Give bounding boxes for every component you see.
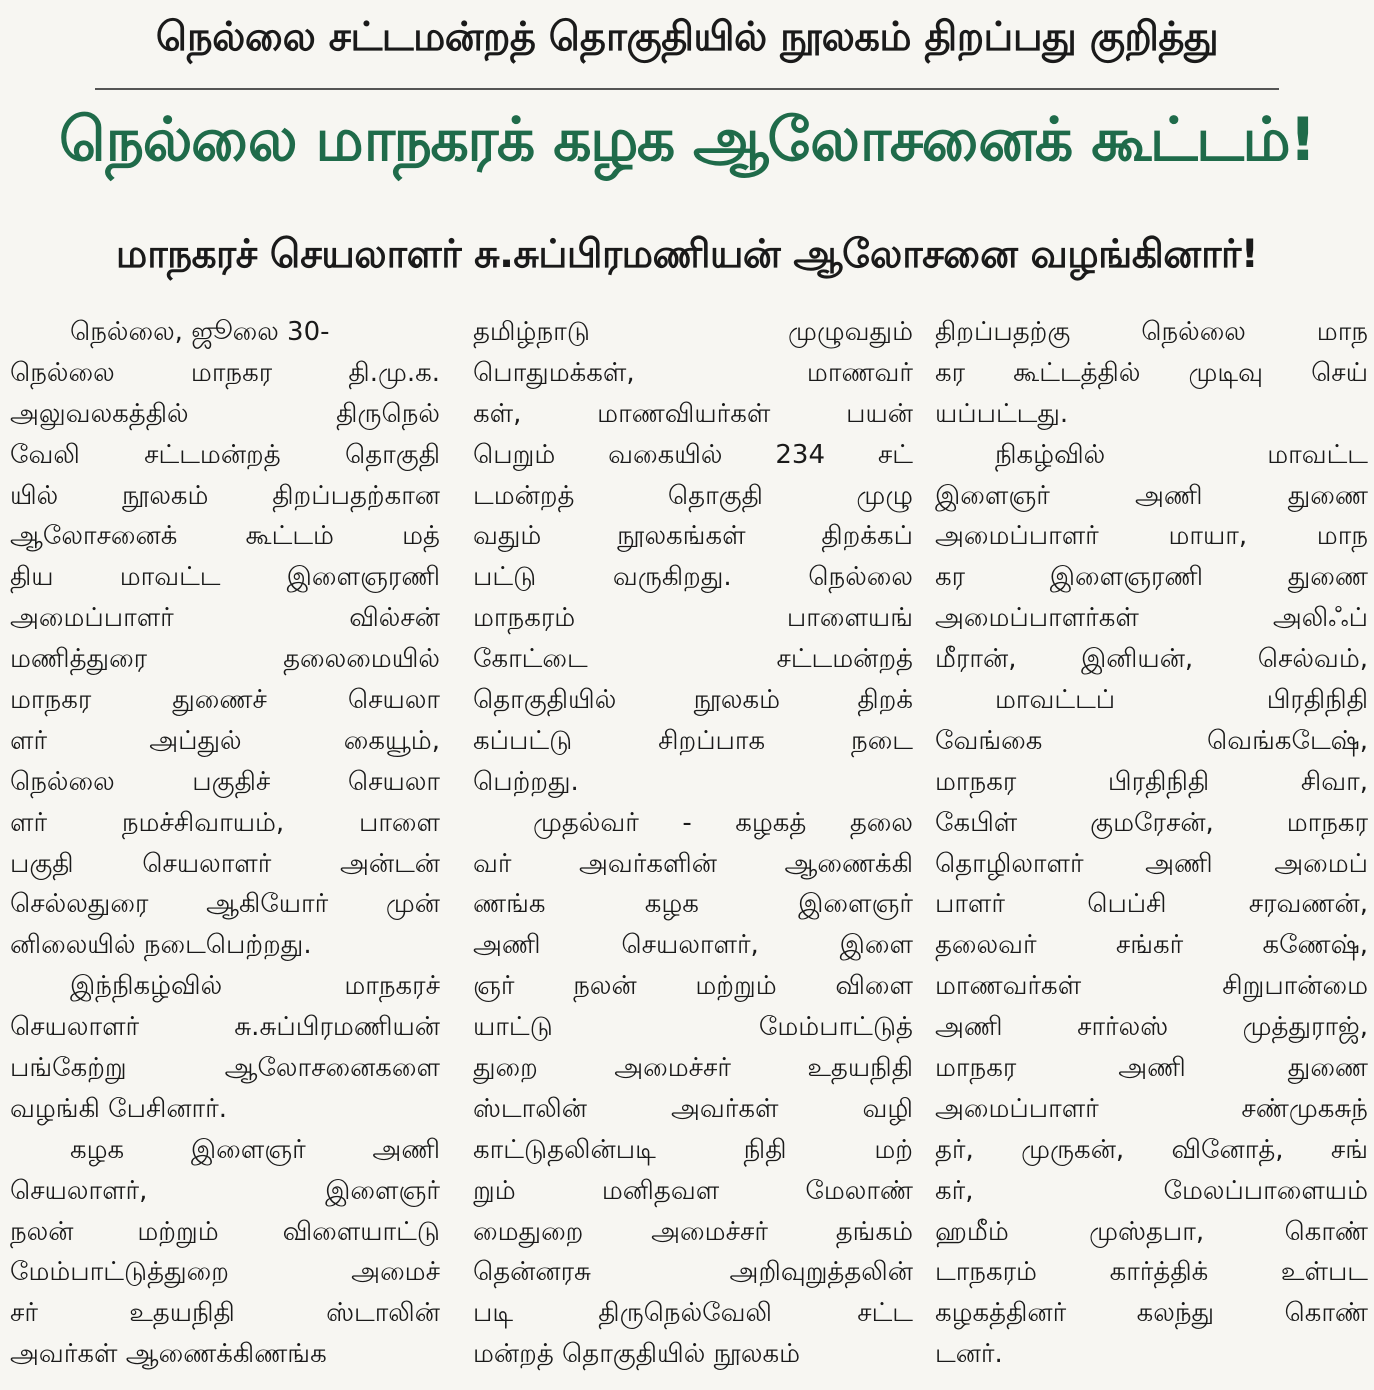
article-line: அலுவலகத்தில் திருநெல் bbox=[10, 398, 440, 429]
headline: நெல்லை மாநகரக் கழக ஆலோசனைக் கூட்டம்! bbox=[58, 105, 1316, 175]
article-line: நலன் மற்றும் விளையாட்டு bbox=[10, 1216, 440, 1247]
article-line: பாளர் பெப்சி சரவணன், bbox=[935, 889, 1368, 920]
article-line: தொழிலாளர் அணி அமைப் bbox=[935, 848, 1368, 879]
article-line: அணி சார்லஸ் முத்துராஜ், bbox=[935, 1012, 1368, 1043]
article-line: முதல்வர் - கழகத் தலை bbox=[533, 807, 913, 838]
article-line: கர இளைஞரணி துணை bbox=[935, 562, 1368, 593]
article-line: படி திருநெல்வேலி சட்ட bbox=[473, 1298, 913, 1329]
article-line: தொகுதியில் நூலகம் திறக் bbox=[473, 685, 913, 716]
article-line: பொதுமக்கள், மாணவர் bbox=[473, 357, 913, 388]
article-line: தலைவர் சங்கர் கணேஷ், bbox=[935, 930, 1368, 961]
article-line: மைதுறை அமைச்சர் தங்கம் bbox=[473, 1216, 913, 1247]
article-line: டாநகரம் கார்த்திக் உள்பட bbox=[935, 1257, 1368, 1288]
article-line: பட்டு வருகிறது. நெல்லை bbox=[473, 562, 913, 593]
article-line: மணித்துரை தலைமையில் bbox=[10, 644, 440, 675]
article-line: துறை அமைச்சர் உதயநிதி bbox=[473, 1053, 913, 1084]
article-line: கப்பட்டு சிறப்பாக நடை bbox=[473, 725, 913, 756]
article-line: ளர் நமச்சிவாயம், பாளை bbox=[10, 807, 440, 838]
article-line: மாநகரம் பாளையங் bbox=[473, 603, 913, 634]
article-line: நெல்லை பகுதிச் செயலா bbox=[10, 766, 440, 797]
article-line: சர் உதயநிதி ஸ்டாலின் bbox=[10, 1298, 440, 1329]
article-line: றும் மனிதவள மேலாண் bbox=[473, 1175, 913, 1206]
article-line: தமிழ்நாடு முழுவதும் bbox=[473, 317, 913, 347]
article-line: இளைஞர் அணி துணை bbox=[935, 480, 1368, 511]
article-line: டனர். bbox=[935, 1339, 1003, 1370]
article-line: தென்னரசு அறிவுறுத்தலின் bbox=[473, 1257, 913, 1288]
article-line: செல்லதுரை ஆகியோர் முன் bbox=[10, 889, 440, 920]
article-line: நிகழ்வில் மாவட்ட bbox=[995, 439, 1368, 470]
article-line: தர், முருகன், வினோத், சங் bbox=[935, 1134, 1368, 1165]
article-line: கோட்டை சட்டமன்றத் bbox=[473, 644, 913, 675]
article-line: கர், மேலப்பாளையம் bbox=[935, 1175, 1368, 1206]
article-line: அமைப்பாளர்கள் அலிஃப் bbox=[935, 603, 1368, 634]
kicker-rule bbox=[95, 88, 1279, 90]
article-line: வதும் நூலகங்கள் திறக்கப் bbox=[473, 521, 913, 552]
article-line: இந்நிகழ்வில் மாநகரச் bbox=[70, 971, 440, 1002]
article-line: யாட்டு மேம்பாட்டுத் bbox=[473, 1012, 913, 1043]
article-line: பெற்றது. bbox=[473, 766, 579, 797]
article-column-1 bbox=[10, 312, 440, 1382]
article-line: அமைப்பாளர் சண்முகசுந் bbox=[935, 1093, 1368, 1124]
article-column-2 bbox=[473, 312, 913, 1382]
article-line: பகுதி செயலாளர் அன்டன் bbox=[10, 848, 440, 879]
article-line: கழகத்தினர் கலந்து கொண் bbox=[935, 1298, 1368, 1329]
article-line: வேலி சட்டமன்றத் தொகுதி bbox=[10, 439, 440, 470]
article-line: அமைப்பாளர் மாயா, மாந bbox=[935, 521, 1368, 552]
article-line: ஹமீம் முஸ்தபா, கொண் bbox=[935, 1216, 1368, 1247]
article-line: வர் அவர்களின் ஆணைக்கி bbox=[473, 848, 913, 879]
article-line: யில் நூலகம் திறப்பதற்கான bbox=[10, 480, 440, 511]
article-line: ணங்க கழக இளைஞர் bbox=[473, 889, 913, 920]
article-line: திய மாவட்ட இளைஞரணி bbox=[10, 562, 440, 593]
article-line: நெல்லை மாநகர தி.மு.க. bbox=[10, 357, 440, 388]
article-line: அணி செயலாளர், இளை bbox=[473, 930, 913, 961]
article-line: பெறும் வகையில் 234 சட் bbox=[473, 439, 913, 470]
article-line: ளர் அப்துல் கையூம், bbox=[10, 725, 440, 756]
article-line: காட்டுதலின்படி நிதி மற் bbox=[473, 1134, 913, 1165]
article-line: மேம்பாட்டுத்துறை அமைச் bbox=[10, 1257, 440, 1288]
article-line: திறப்பதற்கு நெல்லை மாந bbox=[935, 317, 1368, 347]
article-line: செயலாளர், இளைஞர் bbox=[10, 1175, 440, 1206]
article-line: அவர்கள் ஆணைக்கிணங்க bbox=[10, 1339, 327, 1370]
article-line: மாநகர துணைச் செயலா bbox=[10, 685, 440, 716]
article-line: வேங்கை வெங்கடேஷ், bbox=[935, 725, 1368, 756]
article-line: யப்பட்டது. bbox=[935, 398, 1069, 429]
article-line: மாணவர்கள் சிறுபான்மை bbox=[935, 971, 1368, 1002]
article-line: டமன்றத் தொகுதி முழு bbox=[473, 480, 913, 511]
article-line: பங்கேற்று ஆலோசனைகளை bbox=[10, 1053, 440, 1084]
article-line: ஆலோசனைக் கூட்டம் மத் bbox=[10, 521, 440, 552]
article-line: னிலையில் நடைபெற்றது. bbox=[10, 930, 312, 961]
article-line: ஸ்டாலின் அவர்கள் வழி bbox=[473, 1093, 913, 1124]
article-line: கள், மாணவியர்கள் பயன் bbox=[473, 398, 913, 429]
article-line: நெல்லை, ஜூலை 30- bbox=[70, 317, 330, 347]
article-line: கேபிள் குமரேசன், மாநகர bbox=[935, 807, 1368, 838]
article-line: மன்றத் தொகுதியில் நூலகம் bbox=[473, 1339, 801, 1370]
article-line: செயலாளர் சு.சுப்பிரமணியன் bbox=[10, 1012, 440, 1043]
article-line: ஞர் நலன் மற்றும் விளை bbox=[473, 971, 913, 1002]
subheadline: மாநகரச் செயலாளர் சு.சுப்பிரமணியன் ஆலோசனை வழங்கினார்! bbox=[115, 232, 1259, 277]
article-line: கழக இளைஞர் அணி bbox=[70, 1134, 440, 1165]
article-line: வழங்கி பேசினார். bbox=[10, 1093, 227, 1124]
article-column-3 bbox=[935, 312, 1368, 1382]
article-line: மீரான், இனியன், செல்வம், bbox=[935, 644, 1368, 675]
article-line: மாநகர அணி துணை bbox=[935, 1053, 1368, 1084]
article-line: மாநகர பிரதிநிதி சிவா, bbox=[935, 766, 1368, 797]
article-line: மாவட்டப் பிரதிநிதி bbox=[995, 685, 1368, 716]
article-line: கர கூட்டத்தில் முடிவு செய் bbox=[935, 357, 1368, 388]
article-line: அமைப்பாளர் வில்சன் bbox=[10, 603, 440, 634]
kicker: நெல்லை சட்டமன்றத் தொகுதியில் நூலகம் திறப்பது குறித்து bbox=[155, 14, 1219, 60]
article-body bbox=[10, 312, 1368, 1382]
